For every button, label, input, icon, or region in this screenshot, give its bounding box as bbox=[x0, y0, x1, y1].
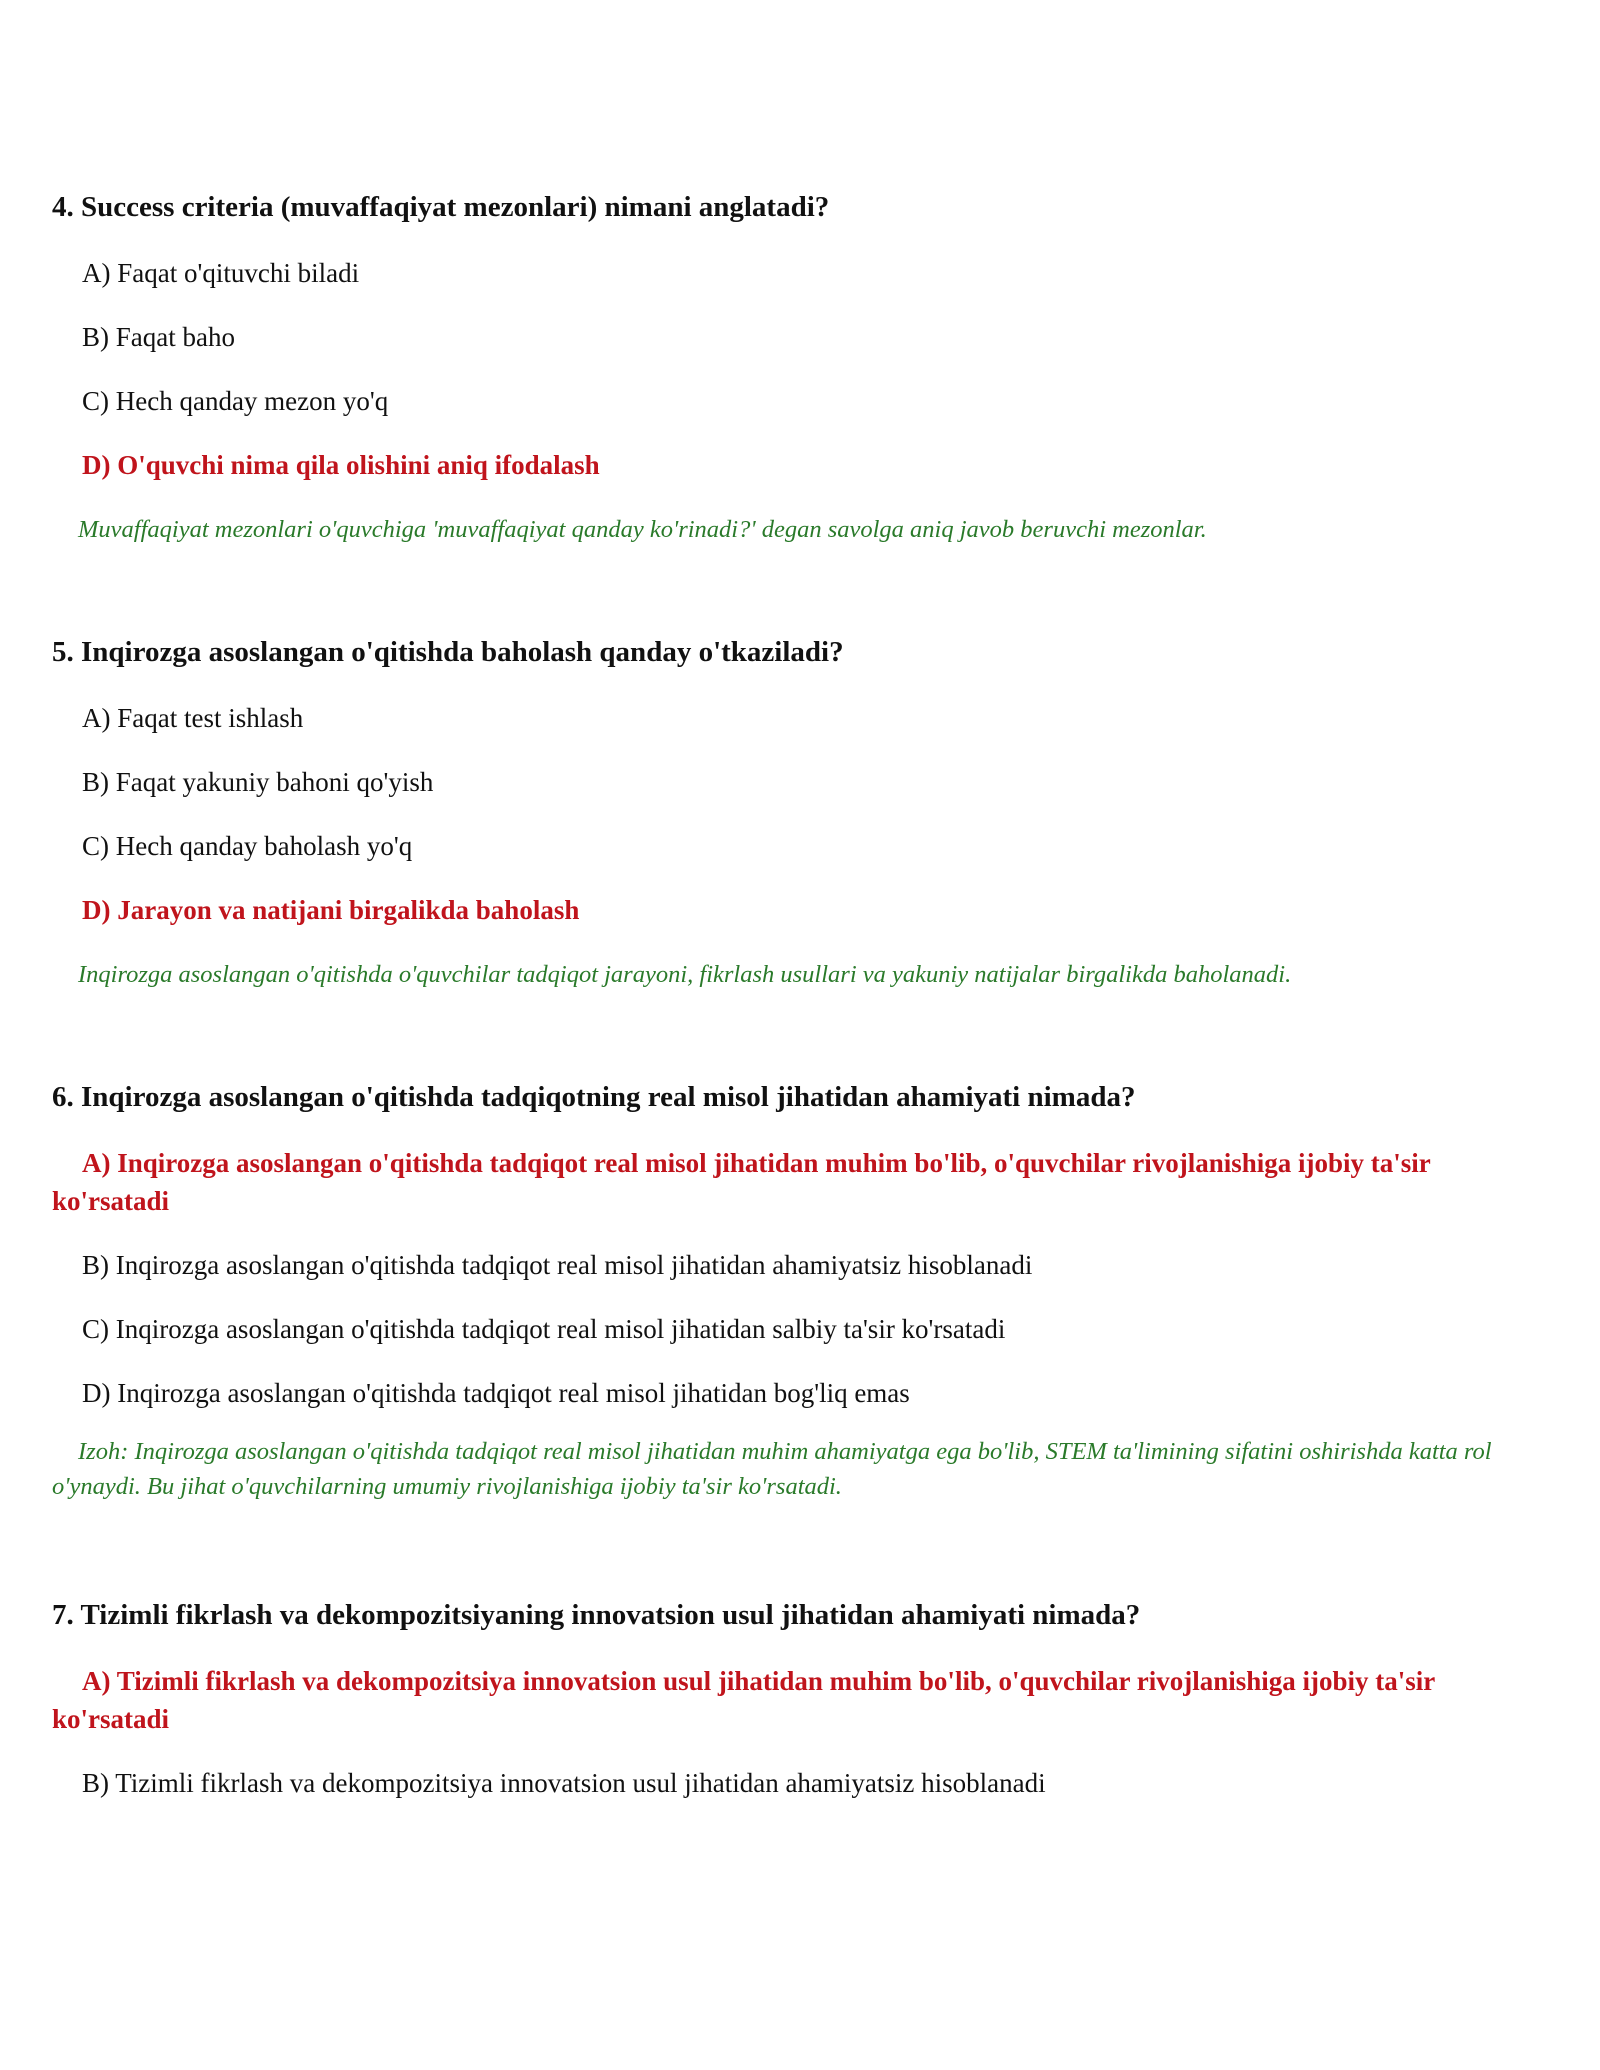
question-5 bbox=[52, 633, 1540, 992]
option-a-correct: A) Tizimli fikrlash va dekompozitsiya innovatsion usul jihatidan muhim bo'lib, o'quvchilar rivojlanishiga ijobiy ta'sir ko'rsatadi bbox=[52, 1666, 1435, 1734]
explanation: Muvaffaqiyat mezonlari o'quvchiga 'muvaffaqiyat qanday ko'rinadi?' degan savolga aniq javob beruvchi mezonlar. bbox=[78, 516, 1207, 543]
question-4 bbox=[52, 188, 1540, 547]
explanation: Izoh: Inqirozga asoslangan o'qitishda tadqiqot real misol jihatidan muhim ahamiyatga ega bo'lib, STEM ta'limining sifatini oshirishda katta rol o'ynaydi. Bu jihat o'quvchilarning umumiy rivojlanishiga ijobiy ta'sir ko'rsatadi. bbox=[52, 1438, 1492, 1500]
option-a: A) Faqat test ishlash bbox=[82, 703, 304, 733]
option-a: A) Faqat o'qituvchi biladi bbox=[82, 258, 360, 288]
option-b: B) Faqat baho bbox=[82, 322, 235, 352]
option-c: C) Hech qanday baholash yo'q bbox=[82, 831, 413, 861]
option-b: B) Faqat yakuniy bahoni qo'yish bbox=[82, 767, 434, 797]
option-b: B) Tizimli fikrlash va dekompozitsiya innovatsion usul jihatidan ahamiyatsiz hisoblanadi bbox=[82, 1768, 1046, 1798]
option-c: C) Inqirozga asoslangan o'qitishda tadqiqot real misol jihatidan salbiy ta'sir ko'rsatadi bbox=[82, 1314, 1006, 1344]
option-d-correct: D) O'quvchi nima qila olishini aniq ifodalash bbox=[82, 450, 600, 480]
question-6 bbox=[52, 1078, 1540, 1504]
option-d: D) Inqirozga asoslangan o'qitishda tadqiqot real misol jihatidan bog'liq emas bbox=[82, 1378, 910, 1408]
option-d-correct: D) Jarayon va natijani birgalikda baholash bbox=[82, 895, 580, 925]
question-title: 4. Success criteria (muvaffaqiyat mezonlari) nimani anglatadi? bbox=[52, 191, 830, 223]
question-title: 5. Inqirozga asoslangan o'qitishda baholash qanday o'tkaziladi? bbox=[52, 636, 844, 668]
option-c: C) Hech qanday mezon yo'q bbox=[82, 386, 389, 416]
option-a-correct: A) Inqirozga asoslangan o'qitishda tadqiqot real misol jihatidan muhim bo'lib, o'quvchilar rivojlanishiga ijobiy ta'sir ko'rsatadi bbox=[52, 1148, 1431, 1216]
option-b: B) Inqirozga asoslangan o'qitishda tadqiqot real misol jihatidan ahamiyatsiz hisoblanadi bbox=[82, 1250, 1033, 1280]
question-title: 7. Tizimli fikrlash va dekompozitsiyaning innovatsion usul jihatidan ahamiyati nimada? bbox=[52, 1599, 1141, 1631]
explanation: Inqirozga asoslangan o'qitishda o'quvchilar tadqiqot jarayoni, fikrlash usullari va yakuniy natijalar birgalikda baholanadi. bbox=[78, 961, 1292, 988]
question-title: 6. Inqirozga asoslangan o'qitishda tadqiqotning real misol jihatidan ahamiyati nimada? bbox=[52, 1081, 1136, 1113]
question-7 bbox=[52, 1596, 1540, 1802]
